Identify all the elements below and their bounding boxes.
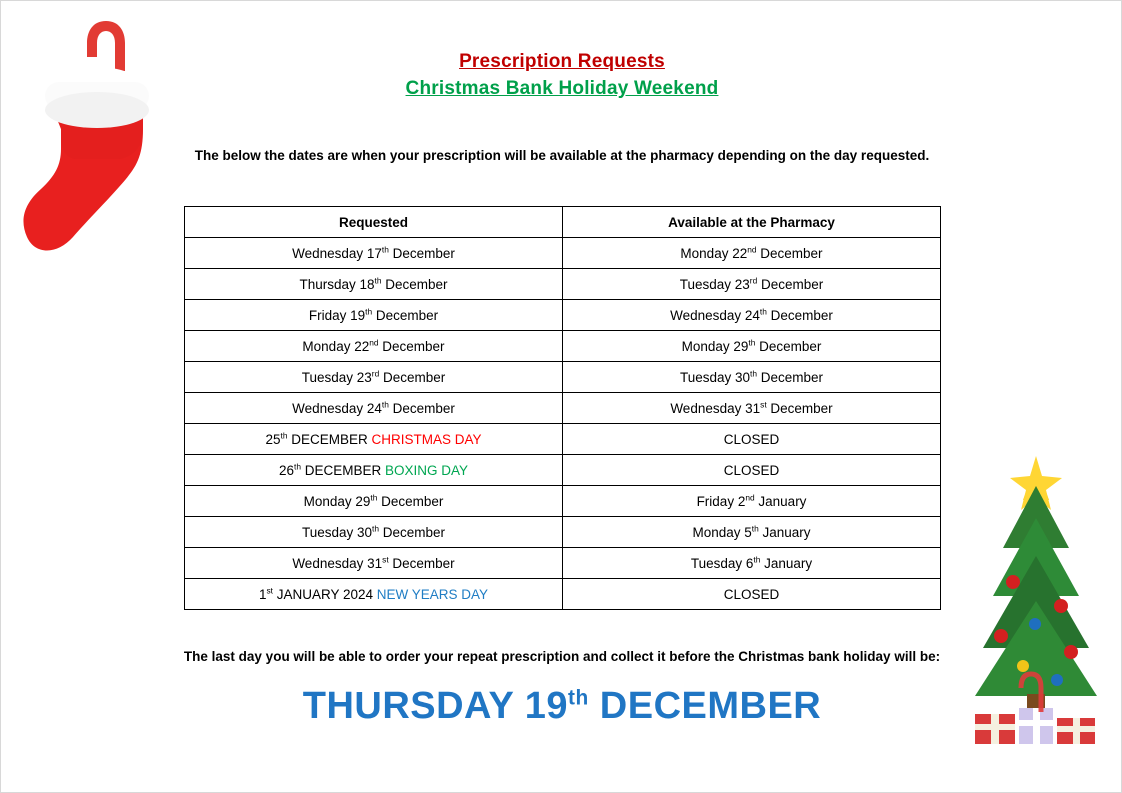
requested-11-text: 1 bbox=[258, 586, 267, 602]
table-row bbox=[185, 455, 941, 486]
last-day-text: The last day you will be able to order your repeat prescription and collect it before the Christmas bank holiday will be: bbox=[183, 649, 941, 664]
cell-requested bbox=[185, 579, 563, 610]
title-line-1: Prescription Requests bbox=[459, 51, 665, 72]
available-7-text: CLOSED bbox=[723, 462, 780, 478]
available-4-ordinal: th bbox=[750, 368, 757, 378]
cell-requested bbox=[185, 424, 563, 455]
available-9-tail: January bbox=[758, 524, 811, 540]
requested-2-tail: December bbox=[372, 307, 439, 323]
cell-requested bbox=[185, 238, 563, 269]
available-5-ordinal: st bbox=[760, 399, 767, 409]
requested-0-tail: December bbox=[388, 245, 455, 261]
available-2-ordinal: th bbox=[759, 306, 767, 316]
requested-2-ordinal: th bbox=[365, 306, 373, 316]
available-0-tail: December bbox=[756, 245, 823, 261]
requested-8-ordinal: th bbox=[370, 492, 378, 502]
requested-1-ordinal: th bbox=[374, 275, 382, 285]
requested-7-highlight: BOXING DAY bbox=[385, 462, 469, 478]
cell-available bbox=[563, 269, 941, 300]
table-row bbox=[185, 579, 941, 610]
christmas-tree-icon bbox=[961, 456, 1111, 756]
available-0-text: Monday 22 bbox=[680, 245, 748, 261]
requested-5-ordinal: th bbox=[381, 399, 389, 409]
cell-requested bbox=[185, 331, 563, 362]
cell-available bbox=[563, 331, 941, 362]
available-5-tail: December bbox=[766, 400, 833, 416]
table-row bbox=[185, 362, 941, 393]
cell-available bbox=[563, 579, 941, 610]
available-11-text: CLOSED bbox=[723, 586, 780, 602]
cell-requested bbox=[185, 393, 563, 424]
requested-6-highlight: CHRISTMAS DAY bbox=[371, 431, 482, 447]
requested-10-tail: December bbox=[388, 555, 455, 571]
table-row bbox=[185, 517, 941, 548]
available-8-tail: January bbox=[754, 493, 807, 509]
available-8-ordinal: nd bbox=[745, 492, 755, 502]
schedule-table bbox=[184, 206, 941, 610]
available-10-tail: January bbox=[760, 555, 813, 571]
available-1-tail: December bbox=[757, 276, 824, 292]
available-3-text: Monday 29 bbox=[681, 338, 749, 354]
available-9-ordinal: th bbox=[751, 523, 759, 533]
requested-2-text: Friday 19 bbox=[308, 307, 366, 323]
table-row bbox=[185, 548, 941, 579]
cell-available bbox=[563, 393, 941, 424]
requested-3-text: Monday 22 bbox=[302, 338, 370, 354]
cell-available bbox=[563, 548, 941, 579]
cell-requested bbox=[185, 269, 563, 300]
table-row bbox=[185, 269, 941, 300]
requested-0-text: Wednesday 17 bbox=[292, 245, 382, 261]
cell-requested bbox=[185, 362, 563, 393]
requested-7-text: 26 bbox=[278, 462, 294, 478]
requested-1-tail: December bbox=[381, 276, 448, 292]
cell-available bbox=[563, 300, 941, 331]
requested-10-text: Wednesday 31 bbox=[292, 555, 383, 571]
table-row bbox=[185, 238, 941, 269]
requested-6-ordinal: th bbox=[280, 430, 288, 440]
column-header-available: Available at the Pharmacy bbox=[563, 207, 941, 238]
cell-available bbox=[563, 517, 941, 548]
requested-5-tail: December bbox=[388, 400, 455, 416]
requested-3-tail: December bbox=[378, 338, 445, 354]
column-header-requested: Requested bbox=[185, 207, 563, 238]
table-row bbox=[185, 424, 941, 455]
cell-available bbox=[563, 424, 941, 455]
cell-requested bbox=[185, 548, 563, 579]
cell-requested bbox=[185, 455, 563, 486]
available-1-ordinal: rd bbox=[749, 275, 758, 285]
cell-requested bbox=[185, 486, 563, 517]
cell-available bbox=[563, 455, 941, 486]
requested-9-ordinal: th bbox=[372, 523, 379, 533]
requested-7-ordinal: th bbox=[294, 461, 301, 471]
available-3-ordinal: th bbox=[748, 337, 756, 347]
requested-4-ordinal: rd bbox=[371, 368, 380, 378]
cell-available bbox=[563, 362, 941, 393]
schedule-table-wrapper bbox=[184, 206, 940, 610]
table-row bbox=[185, 300, 941, 331]
table-row bbox=[185, 486, 941, 517]
requested-9-tail: December bbox=[379, 524, 446, 540]
requested-11-ordinal: st bbox=[266, 585, 273, 595]
table-header-row bbox=[185, 207, 941, 238]
requested-6-tail: DECEMBER bbox=[287, 431, 372, 447]
cell-requested bbox=[185, 300, 563, 331]
requested-1-text: Thursday 18 bbox=[299, 276, 375, 292]
available-4-text: Tuesday 30 bbox=[679, 369, 751, 385]
title-line-2: Christmas Bank Holiday Weekend bbox=[405, 78, 719, 99]
requested-8-tail: December bbox=[377, 493, 444, 509]
big-date-prefix: THURSDAY 19 bbox=[302, 685, 568, 727]
available-5-text: Wednesday 31 bbox=[670, 400, 761, 416]
big-date-ordinal: th bbox=[568, 686, 589, 710]
requested-0-ordinal: th bbox=[381, 244, 389, 254]
available-4-tail: December bbox=[757, 369, 824, 385]
requested-4-tail: December bbox=[379, 369, 446, 385]
requested-8-text: Monday 29 bbox=[303, 493, 371, 509]
requested-10-ordinal: st bbox=[382, 554, 389, 564]
requested-11-tail: JANUARY 2024 bbox=[272, 586, 377, 602]
available-0-ordinal: nd bbox=[747, 244, 757, 254]
cell-available bbox=[563, 238, 941, 269]
requested-6-text: 25 bbox=[265, 431, 281, 447]
available-10-ordinal: th bbox=[753, 554, 761, 564]
available-3-tail: December bbox=[755, 338, 822, 354]
available-6-text: CLOSED bbox=[723, 431, 780, 447]
available-2-text: Wednesday 24 bbox=[670, 307, 760, 323]
big-date-suffix: DECEMBER bbox=[588, 685, 822, 727]
requested-5-text: Wednesday 24 bbox=[292, 400, 382, 416]
cell-requested bbox=[185, 517, 563, 548]
table-row bbox=[185, 331, 941, 362]
requested-3-ordinal: nd bbox=[369, 337, 379, 347]
intro-text: The below the dates are when your prescription will be available at the pharmacy depending on the day requested. bbox=[194, 148, 930, 163]
requested-9-text: Tuesday 30 bbox=[301, 524, 373, 540]
available-2-tail: December bbox=[766, 307, 833, 323]
cell-available bbox=[563, 486, 941, 517]
table-row bbox=[185, 393, 941, 424]
requested-4-text: Tuesday 23 bbox=[301, 369, 372, 385]
available-10-text: Tuesday 6 bbox=[690, 555, 754, 571]
available-1-text: Tuesday 23 bbox=[679, 276, 750, 292]
requested-7-tail: DECEMBER bbox=[300, 462, 385, 478]
big-date-text bbox=[1, 685, 1122, 728]
available-8-text: Friday 2 bbox=[696, 493, 746, 509]
requested-11-highlight: NEW YEARS DAY bbox=[376, 586, 489, 602]
available-9-text: Monday 5 bbox=[692, 524, 752, 540]
page-title bbox=[1, 49, 1122, 103]
